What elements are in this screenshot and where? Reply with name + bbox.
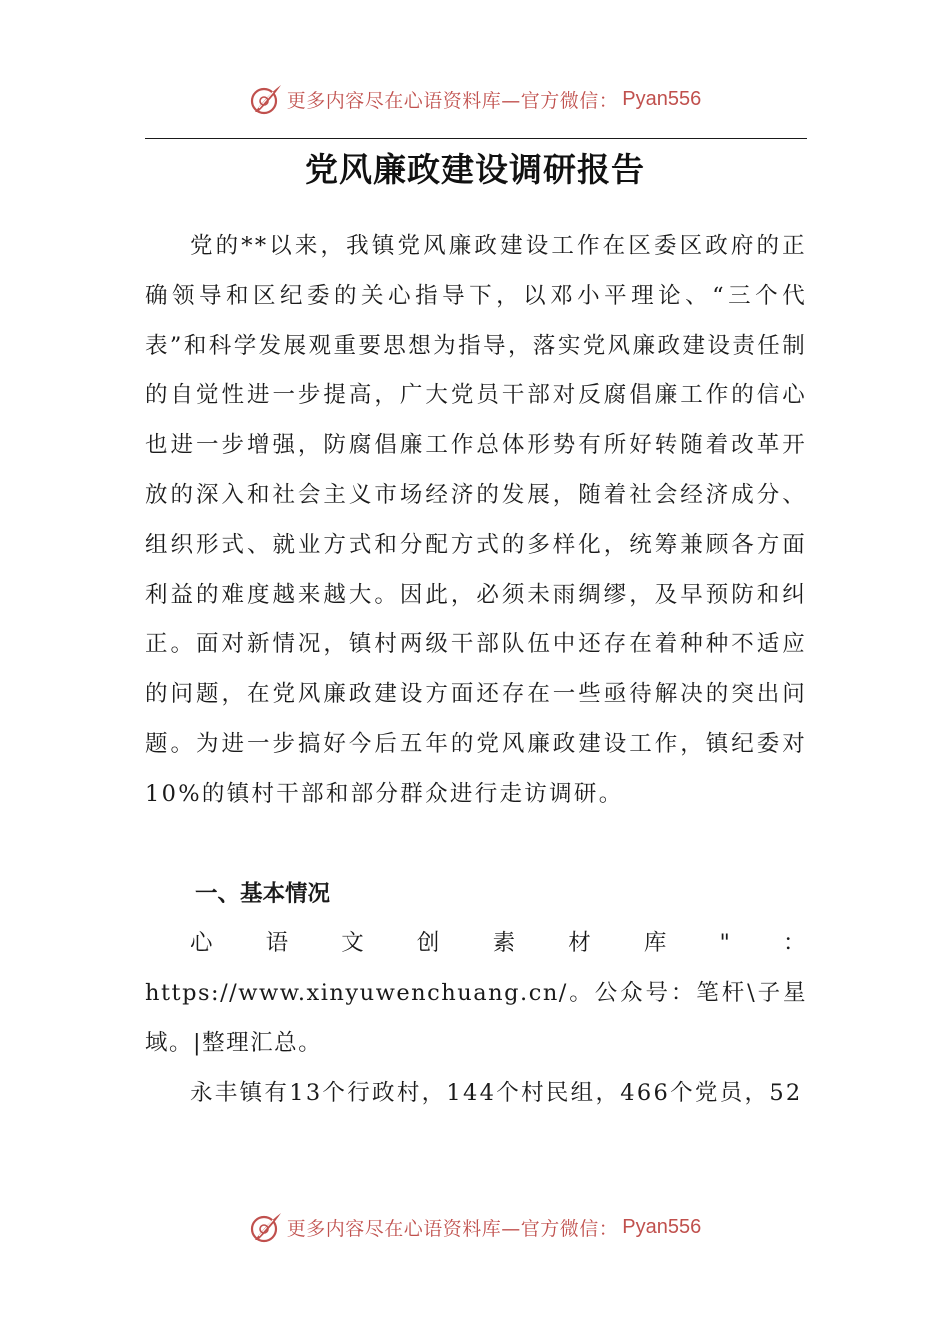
document-title: 党风廉政建设调研报告 <box>305 150 645 189</box>
document-body <box>145 222 807 1119</box>
quill-logo-icon <box>249 1210 283 1244</box>
watermark-text: 更多内容尽在心语资料库—官方微信： <box>286 1217 619 1240</box>
footer-watermark <box>0 1210 950 1244</box>
watermark-wechat-id: Pyan556 <box>622 1215 702 1238</box>
watermark-wechat-id: Pyan556 <box>622 87 702 110</box>
header-watermark <box>0 82 950 116</box>
quill-logo-icon <box>249 82 283 116</box>
watermark-text: 更多内容尽在心语资料库—官方微信： <box>286 89 619 112</box>
section1-paragraph: 永丰镇有13个行政村，144个村民组，466个党员，52 <box>190 1079 803 1106</box>
intro-paragraph: 党的**以来，我镇党风廉政建设工作在区委区政府的正确领导和区纪委的关心指导下，以邓小平理论、“三个代表”和科学发展观重要思想为指导，落实党风廉政建设责任制的自觉性进一步提高，广大党员干部对反腐倡廉工作的信心也进一步增强，防腐倡廉工作总体形势有所好转随着改革开放的深入和社会主义市场经济的发展，随着社会经济成分、组织形式、就业方式和分配方式的多样化，统筹兼顾各方面利益的难度越来越大。因此，必须未雨绸缪，及早预防和纠正。面对新情况，镇村两级干部队伍中还存在着种种不适应的问题，在党风廉政建设方面还存在一些亟待解决的突出问题。为进一步搞好今后五年的党风廉政建设工作，镇纪委对10%的镇村干部和部分群众进行走访调研。 <box>145 233 807 807</box>
source-note-paragraph: 心语文创素材库"：https://www.xinyuwenchuang.cn/。公众号：笔杆\子星域。|整理汇总。 <box>145 930 807 1056</box>
section-heading-basic-situation: 一、基本情况 <box>195 880 331 907</box>
header-divider <box>145 138 807 139</box>
